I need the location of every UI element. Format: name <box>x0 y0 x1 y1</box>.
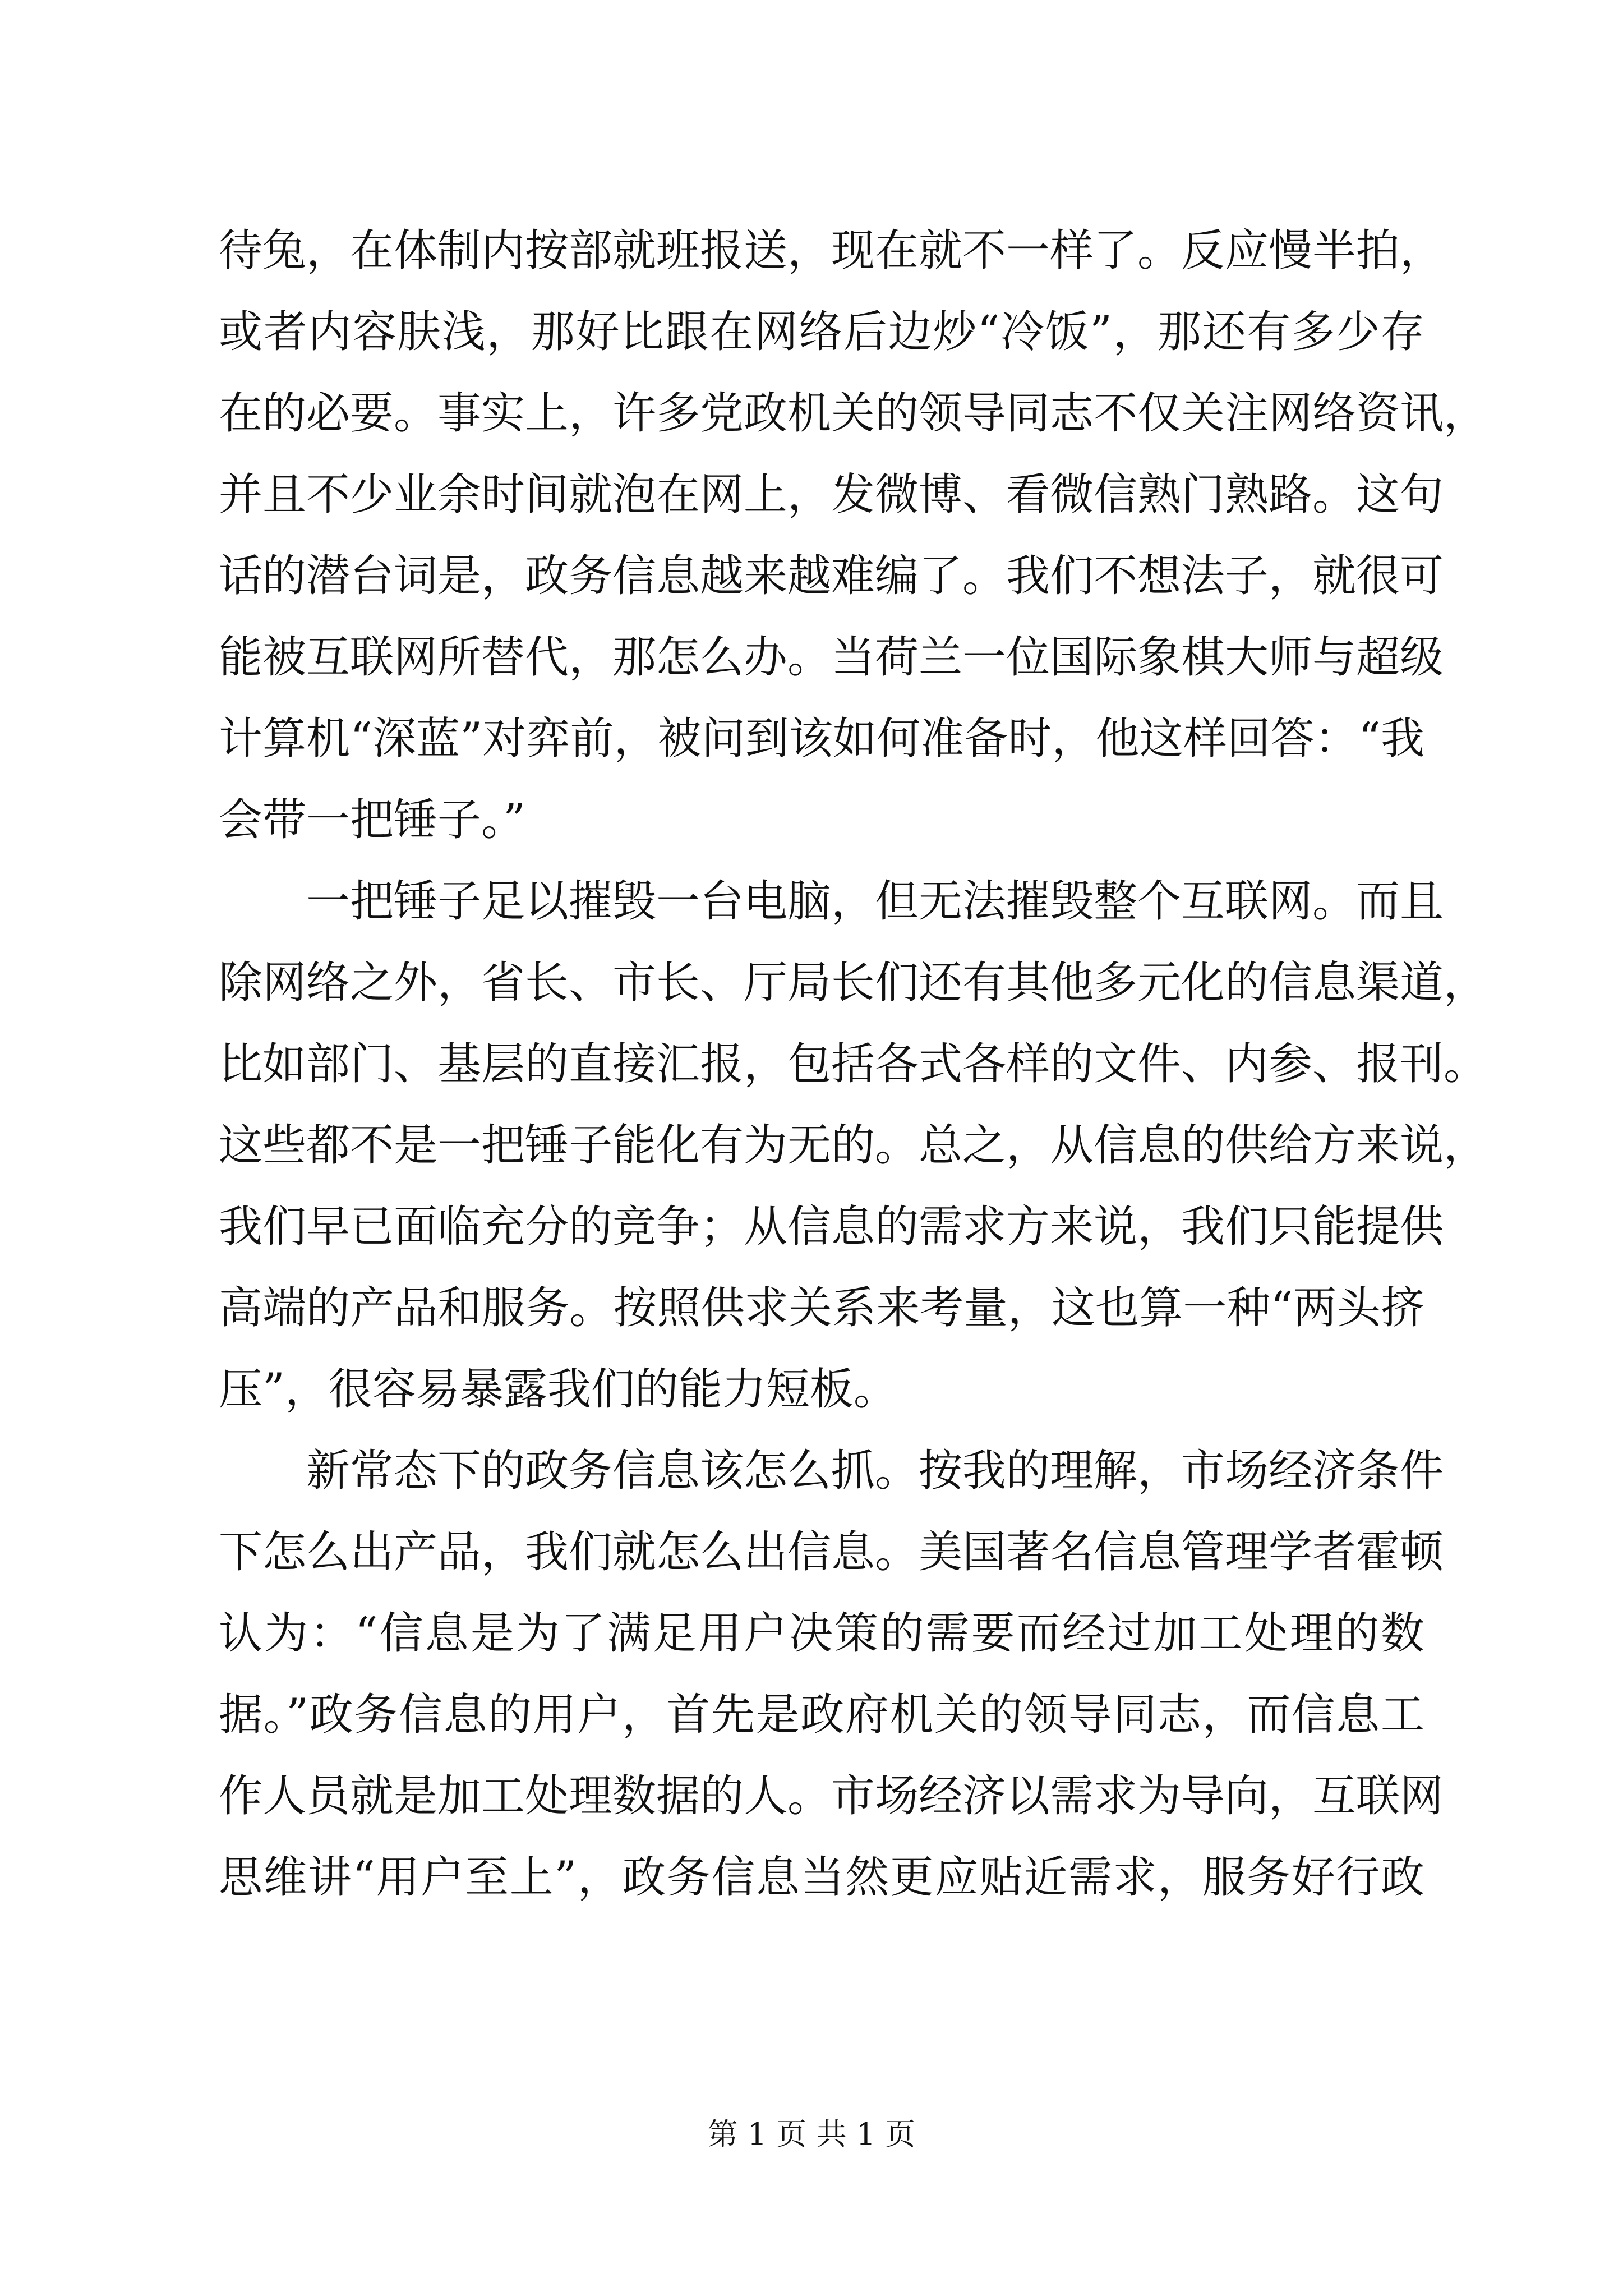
text-line: 下怎么出产品，我们就怎么出信息。美国著名信息管理学者霍顿 <box>219 1527 1444 1577</box>
document-body <box>219 210 1488 1918</box>
text-line: 高端的产品和服务。按照供求关系来考量，这也算一种“两头挤 <box>219 1283 1424 1333</box>
text-line: 这些都不是一把锤子能化有为无的。总之，从信息的供给方来说， <box>219 1120 1488 1171</box>
text-line: 话的潜台词是，政务信息越来越难编了。我们不想法子，就很可 <box>219 551 1444 601</box>
text-line: 思维讲“用户至上”，政务信息当然更应贴近需求，服务好行政 <box>219 1852 1424 1903</box>
page-number-footer: 第 1 页 共 1 页 <box>707 2116 916 2152</box>
text-line: 新常态下的政务信息该怎么抓。按我的理解，市场经济条件 <box>306 1446 1444 1496</box>
paragraph-2 <box>219 861 1488 1430</box>
text-line: 待兔，在体制内按部就班报送，现在就不一样了。反应慢半拍， <box>219 226 1444 276</box>
text-line: 或者内容肤浅，那好比跟在网络后边炒“冷饭”，那还有多少存 <box>219 307 1424 357</box>
text-line: 在的必要。事实上，许多党政机关的领导同志不仅关注网络资讯， <box>219 388 1488 439</box>
text-line: 并且不少业余时间就泡在网上，发微博、看微信熟门熟路。这句 <box>219 470 1444 520</box>
text-line: 压”，很容易暴露我们的能力短板。 <box>219 1364 897 1415</box>
text-line: 我们早已面临充分的竞争；从信息的需求方来说，我们只能提供 <box>219 1202 1444 1252</box>
text-line: 据。”政务信息的用户，首先是政府机关的领导同志，而信息工 <box>219 1690 1424 1740</box>
text-line: 除网络之外，省长、市长、厅局长们还有其他多元化的信息渠道， <box>219 958 1488 1008</box>
text-line: 作人员就是加工处理数据的人。市场经济以需求为导向，互联网 <box>219 1771 1444 1821</box>
text-line: 一把锤子足以摧毁一台电脑，但无法摧毁整个互联网。而且 <box>306 876 1444 927</box>
text-line: 能被互联网所替代，那怎么办。当荷兰一位国际象棋大师与超级 <box>219 632 1444 683</box>
paragraph-3 <box>219 1430 1444 1918</box>
paragraph-1 <box>219 210 1488 861</box>
text-line: 认为：“信息是为了满足用户决策的需要而经过加工处理的数 <box>219 1608 1424 1659</box>
text-line: 计算机“深蓝”对弈前，被问到该如何准备时，他这样回答：“我 <box>219 714 1424 764</box>
text-line: 会带一把锤子。” <box>219 795 525 845</box>
text-line: 比如部门、基层的直接汇报，包括各式各样的文件、内参、报刊。 <box>219 1039 1488 1089</box>
